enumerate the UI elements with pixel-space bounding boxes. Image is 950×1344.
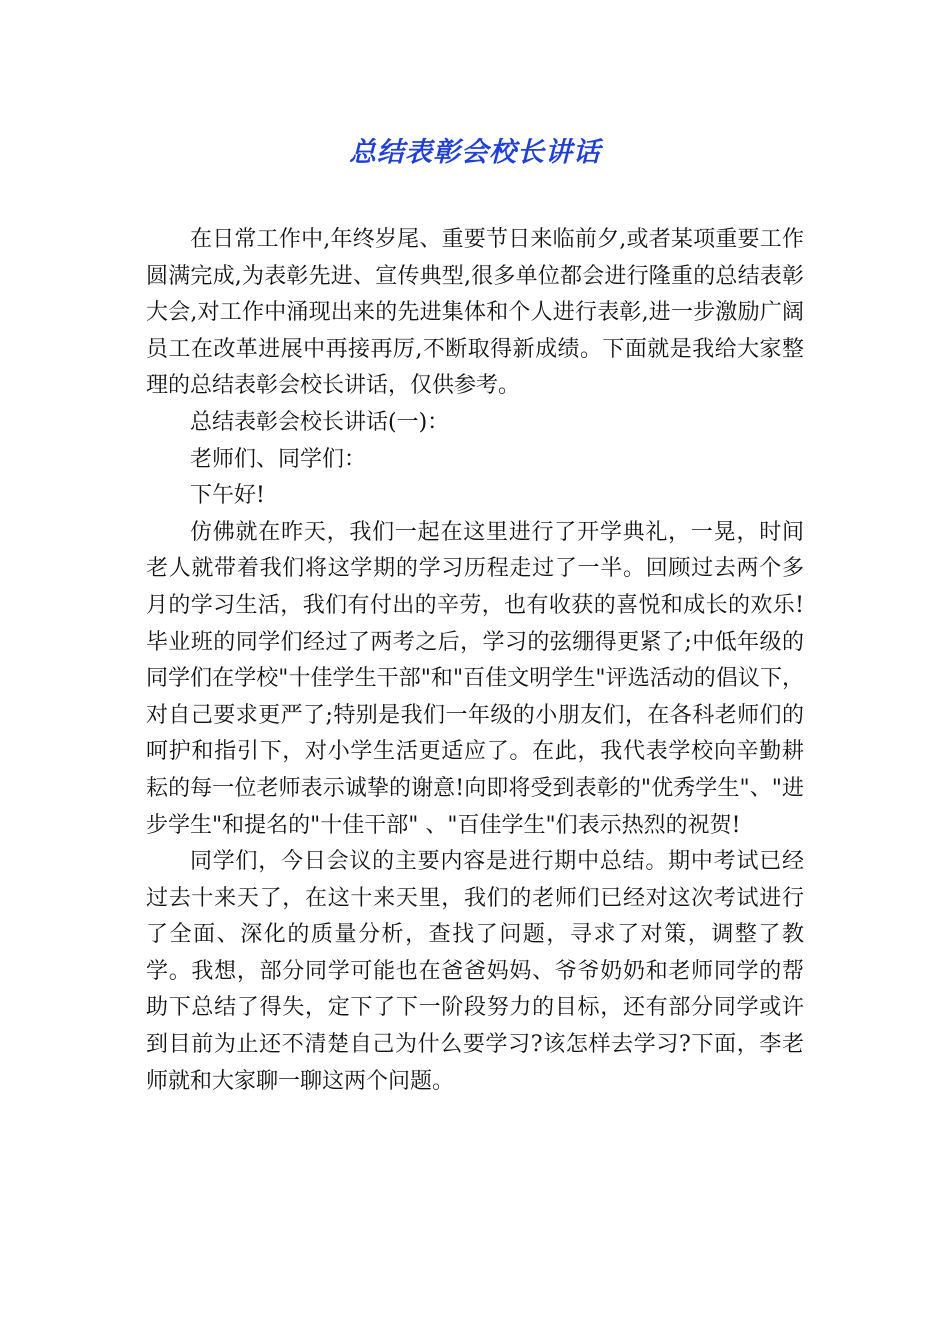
salutation: 老师们、同学们： [190, 446, 367, 472]
body-paragraph-2: 同学们，今日会议的主要内容是进行期中总结。期中考试已经过去十来天了，在这十来天里，我们的老师们已经对这次考试进行了全面、深化的质量分析，查找了问题，寻求了对策，调整了教学。我想，部分同学可能也在爸爸妈妈、爷爷奶奶和老师同学的帮助下总结了得失，定下了下一阶段努力的目标，还有部分同学或许到目前为止还不清楚自己为什么要学习?该怎样去学习?下面，李老师就和大家聊一聊这两个问题。 [146, 849, 804, 1094]
body-paragraph-1: 仿佛就在昨天，我们一起在这里进行了开学典礼，一晃，时间老人就带着我们将这学期的学习历程走过了一半。回顾过去两个多月的学习生活，我们有付出的辛劳，也有收获的喜悦和成长的欢乐!毕业班的同学们经过了两考之后，学习的弦绷得更紧了;中低年级的同学们在学校"十佳学生干部"和"百佳文明学生"评选活动的倡议下，对自己要求更严了;特别是我们一年级的小朋友们，在各科老师们的呵护和指引下，对小学生活更适应了。在此，我代表学校向辛勤耕耘的每一位老师表示诚挚的谢意!向即将受到表彰的"优秀学生"、"进步学生"和提名的"十佳干部" 、"百佳学生"们表示热烈的祝贺! [146, 519, 804, 838]
section-heading: 总结表彰会校长讲话(一)： [190, 409, 450, 435]
greeting: 下午好! [190, 483, 265, 509]
document-title: 总结表彰会校长讲话 [349, 137, 601, 168]
intro-paragraph: 在日常工作中,年终岁尾、重要节日来临前夕,或者某项重要工作圆满完成,为表彰先进、宣传典型,很多单位都会进行隆重的总结表彰大会,对工作中涌现出来的先进集体和个人进行表彰,进一步激励广阔员工在改革进展中再接再厉,不断取得新成绩。下面就是我给大家整理的总结表彰会校长讲话，仅供参考。 [146, 227, 804, 399]
document-body [146, 222, 804, 1100]
